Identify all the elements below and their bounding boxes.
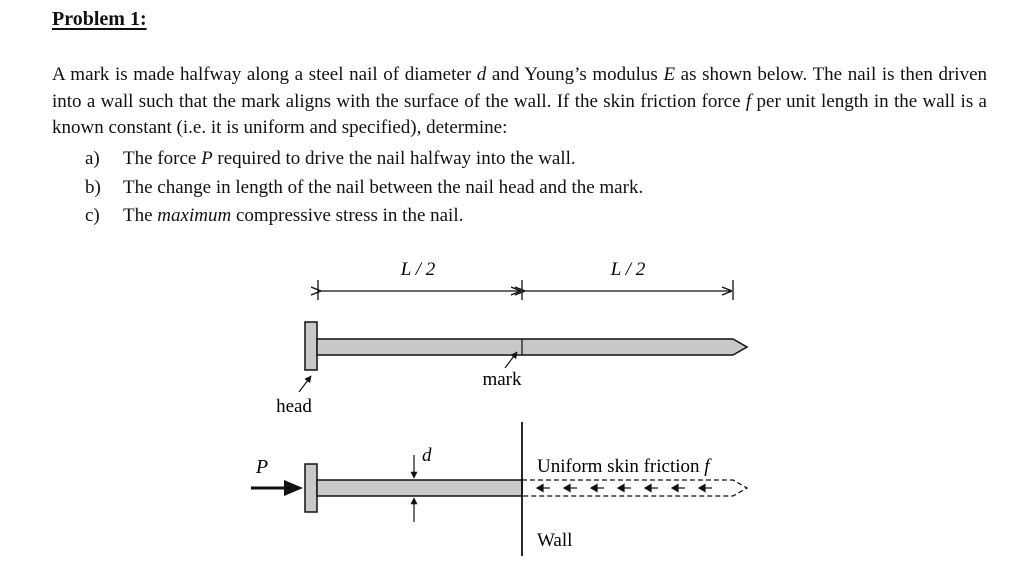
force-P-arrow bbox=[251, 480, 303, 496]
dim-label-left: L / 2 bbox=[400, 259, 436, 280]
friction-arrow-4 bbox=[618, 485, 631, 492]
problem-heading: Problem 1: bbox=[52, 8, 147, 30]
friction-arrow-2 bbox=[564, 485, 577, 492]
intro-text-4: per unit length in the wall is a known constant (i.e. it is uniform and specified), determine: bbox=[52, 90, 987, 138]
friction-arrow-1 bbox=[537, 485, 550, 492]
part-c-text-2: compressive stress in the nail. bbox=[231, 205, 464, 226]
nail-head-bottom bbox=[305, 464, 317, 512]
friction-arrow-7 bbox=[699, 485, 712, 492]
part-c-emphasis: maximum bbox=[157, 205, 232, 226]
mark-label: mark bbox=[482, 369, 522, 390]
part-c-text-1: The bbox=[123, 205, 158, 226]
dim-label-right: L / 2 bbox=[610, 259, 646, 280]
head-pointer bbox=[299, 376, 311, 392]
intro-text-2: and Young’s modulus bbox=[486, 64, 664, 85]
head-label: head bbox=[276, 396, 312, 417]
nail-top bbox=[305, 322, 747, 370]
force-P-label: P bbox=[255, 456, 269, 478]
part-a-var-P: P bbox=[201, 148, 213, 169]
part-b-marker: b) bbox=[85, 176, 101, 198]
friction-label-text: Uniform skin friction bbox=[537, 456, 705, 477]
friction-arrow-3 bbox=[591, 485, 604, 492]
part-a-marker: a) bbox=[85, 148, 100, 169]
nail-shank-top bbox=[317, 339, 747, 355]
friction-label bbox=[537, 456, 712, 477]
part-c-marker: c) bbox=[85, 205, 100, 226]
part-a-text-2: required to drive the nail halfway into the wall. bbox=[212, 148, 576, 169]
intro-text-3: as shown below. The nail is then driven into a wall such that the mark aligns with the surface of the wall. If the skin friction force bbox=[52, 64, 987, 112]
dimension-lines bbox=[318, 280, 733, 300]
friction-arrow-6 bbox=[672, 485, 685, 492]
var-E: E bbox=[663, 64, 676, 85]
friction-label-var: f bbox=[704, 456, 710, 477]
nail-head-top bbox=[305, 322, 317, 370]
friction-arrow-5 bbox=[645, 485, 658, 492]
intro-text-1: A mark is made halfway along a steel nail of diameter bbox=[52, 64, 477, 85]
var-f: f bbox=[745, 90, 752, 112]
nail-shank-outside bbox=[317, 480, 522, 496]
diameter-label: d bbox=[422, 445, 432, 466]
nail-shank-embedded bbox=[522, 480, 747, 496]
wall-label: Wall bbox=[537, 530, 573, 551]
var-d: d bbox=[476, 64, 487, 85]
part-a-text-1: The force bbox=[123, 148, 202, 169]
part-b-text: The change in length of the nail between the nail head and the mark. bbox=[123, 176, 644, 198]
friction-arrows bbox=[537, 485, 712, 492]
